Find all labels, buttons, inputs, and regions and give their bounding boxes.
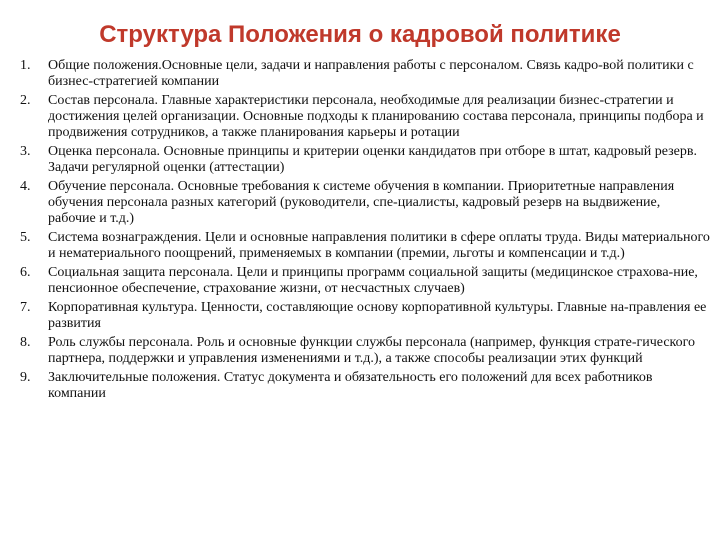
list-item-text: Состав персонала. Главные характеристики персонала, необходимые для реализации бизнес-стратегии и достижения целей организации. Основные подходы к планированию состава персонала, принципы подбора и продвижения сотрудников, а также планирования карьеры и ротации: [48, 93, 704, 140]
list-item-9: [20, 370, 710, 402]
list-item-8: [20, 335, 710, 367]
list-item-3: [20, 144, 710, 176]
list-item-number: 1.: [20, 58, 31, 73]
list-item-text: Социальная защита персонала. Цели и принципы программ социальной защиты (медицинское страхова-ние, пенсионное обеспечение, страхование жизни, от несчастных случаев): [48, 265, 698, 296]
list-item-1: [20, 58, 710, 90]
list-item-text: Корпоративная культура. Ценности, составляющие основу корпоративной культуры. Главные на-правления ее развития: [48, 300, 707, 331]
list-item-number: 9.: [20, 370, 31, 385]
list-item-5: [20, 230, 710, 262]
list-item-text: Оценка персонала. Основные принципы и критерии оценки кандидатов при отборе в штат, кадровый резерв. Задачи регулярной оценки (аттестации): [48, 144, 698, 175]
structure-list: [20, 58, 710, 405]
list-item-7: [20, 300, 710, 332]
list-item-number: 5.: [20, 230, 31, 245]
list-item-6: [20, 265, 710, 297]
list-item-number: 7.: [20, 300, 31, 315]
list-item-number: 8.: [20, 335, 31, 350]
page-title: Структура Положения о кадровой политике: [99, 21, 621, 48]
list-item-text: Роль службы персонала. Роль и основные функции службы персонала (например, функция страте-гического партнера, поддержки и управления изменениями и т.д.), а также способы реализации этих функций: [48, 335, 696, 366]
list-item-text: Заключительные положения. Статус документа и обязательность его положений для всех работников компании: [48, 370, 653, 401]
list-item-2: [20, 93, 710, 141]
list-item-number: 6.: [20, 265, 31, 280]
list-item-text: Общие положения.Основные цели, задачи и направления работы с персоналом. Связь кадро-вой политики с бизнес-стратегией компании: [48, 58, 694, 89]
list-item-number: 3.: [20, 144, 31, 159]
list-item-text: Система вознаграждения. Цели и основные направления политики в сфере оплаты труда. Виды материального и нематериального поощрений, применяемых в компании (премии, льготы и компенсации и т.д.): [48, 230, 710, 261]
list-item-number: 4.: [20, 179, 31, 194]
list-item-text: Обучение персонала. Основные требования к системе обучения в компании. Приоритетные направления обучения персонала разных категорий (руководители, спе-циалисты, кадровый резерв на выдвижение, рабочие и т.д.): [48, 179, 675, 226]
list-item-number: 2.: [20, 93, 31, 108]
list-item-4: [20, 179, 710, 227]
